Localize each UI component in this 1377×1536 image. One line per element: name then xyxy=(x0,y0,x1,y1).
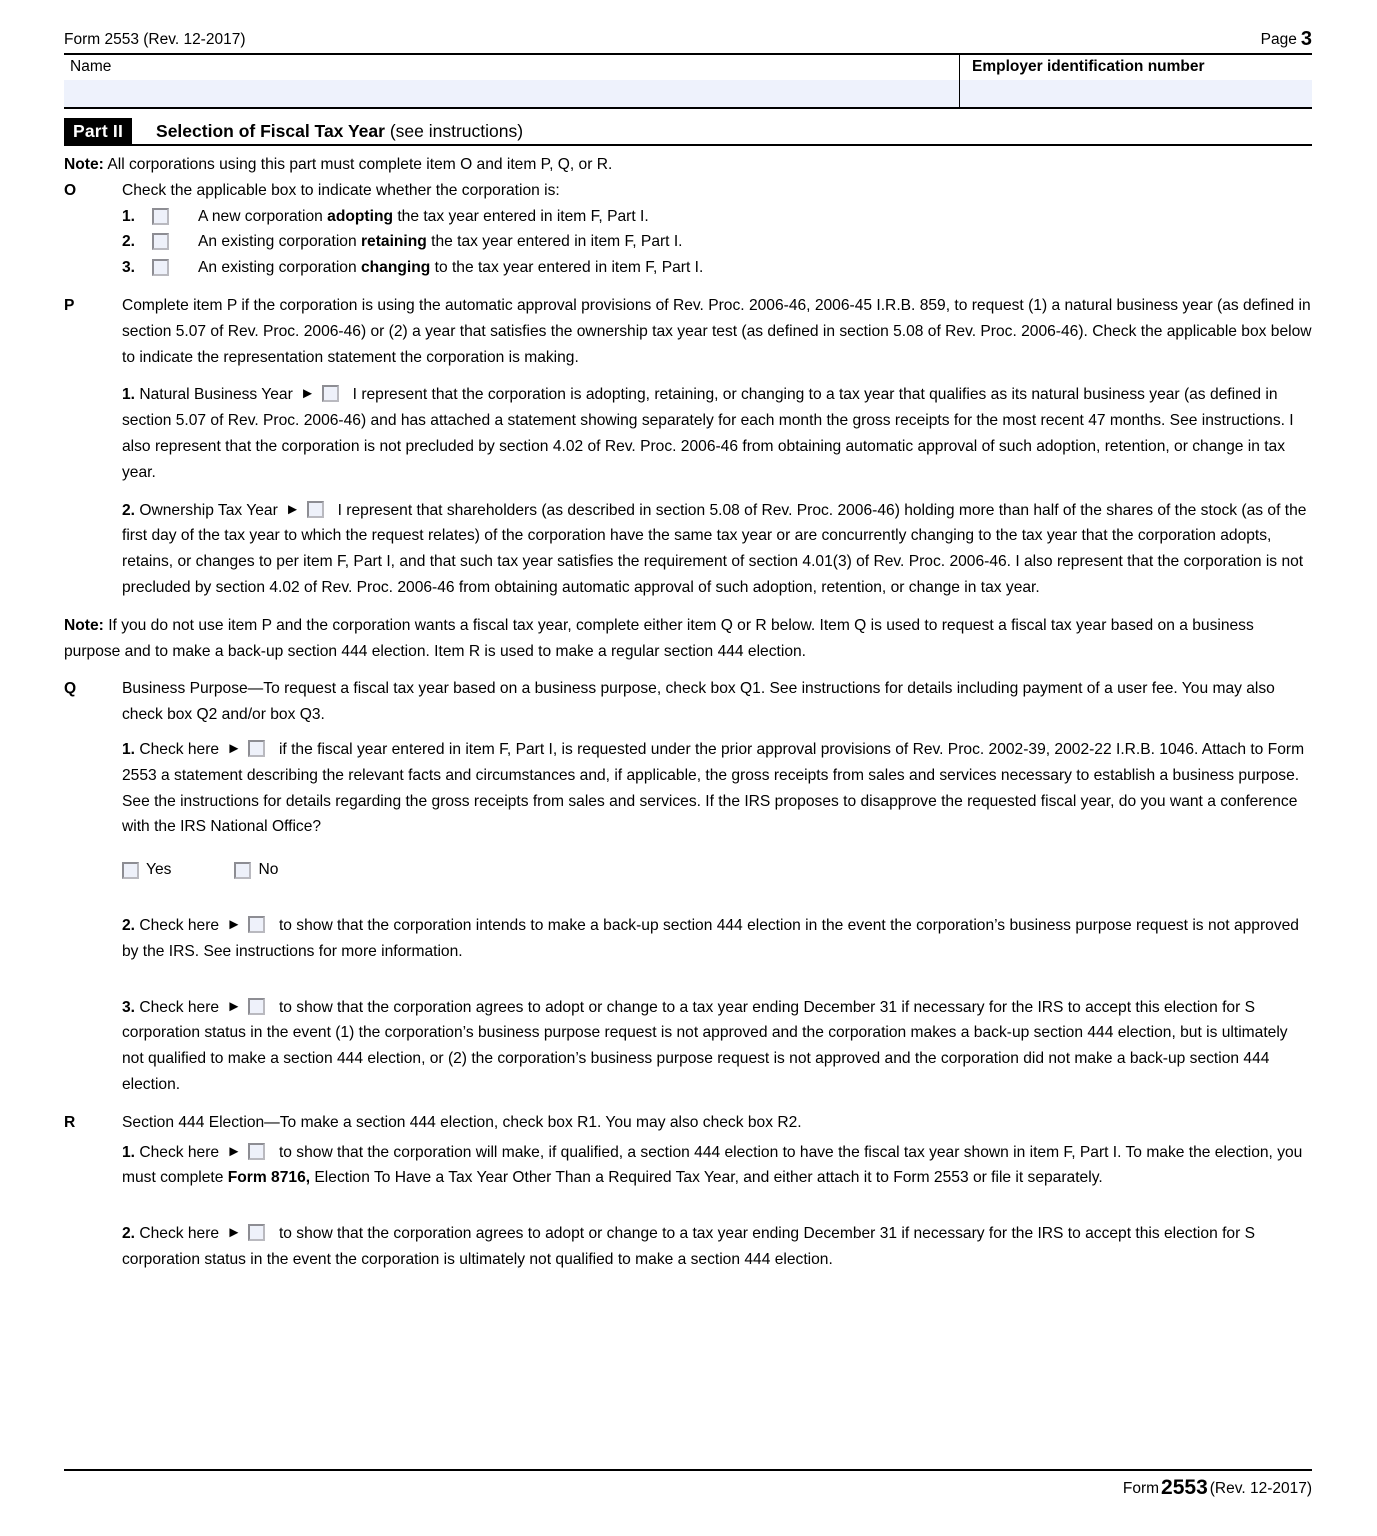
page-number: 3 xyxy=(1300,28,1312,50)
form-body xyxy=(64,146,1312,1273)
q2-number: 2. xyxy=(122,916,136,934)
checkbox-no[interactable] xyxy=(234,862,251,879)
checkbox-o1-wrap[interactable] xyxy=(152,204,198,225)
note-2-text: If you do not use item P and the corporation wants a fiscal tax year, complete either item Q or R below. Item Q is used to request a fiscal tax year based on a business purpose and to make a back-up section 444 election. Item R is used to make a regular section 444 election. xyxy=(64,616,1254,660)
conference-yes[interactable] xyxy=(122,857,171,883)
part-ii-header xyxy=(64,118,1312,146)
page-label: Page xyxy=(1260,31,1297,48)
r2-text: to show that the corporation agrees to adopt or change to a tax year ending December 31 if necessary for the IRS to accept this election for S corporation status in the event the corporation is ultimately not qualified to make a section 444 election. xyxy=(122,1225,1256,1268)
option-number: 3. xyxy=(122,259,136,277)
item-p xyxy=(64,281,1312,370)
name-field-cell[interactable] xyxy=(64,55,960,107)
checkbox-o1[interactable] xyxy=(152,208,169,225)
ein-label: Employer identification number xyxy=(972,58,1205,75)
footer-number: 2553 xyxy=(1161,1476,1208,1499)
q1-number: 1. xyxy=(122,740,136,758)
q1-text: if the fiscal year entered in item F, Part I, is requested under the prior approval provisions of Rev. Proc. 2002-39, 2002-22 I.R.B. 1046. Attach to Form 2553 a statement describing the relevant facts and circumstances and, if applicable, the gross receipts from sales and services necessary to establish a business purpose. See the instructions for details regarding the gross receipts from sales and services. If the IRS proposes to disapprove the requested fiscal year, do you want a conference with the IRS National Office? xyxy=(122,740,1305,836)
page-indicator xyxy=(1261,30,1312,49)
checkbox-o2-wrap[interactable] xyxy=(152,229,198,250)
arrow-icon: ► xyxy=(226,1224,242,1242)
item-o-letter: O xyxy=(64,181,77,199)
form-8716-reference: Form 8716, xyxy=(227,1169,311,1187)
part-title-note: (see instructions) xyxy=(389,121,524,141)
option-emphasis: retaining xyxy=(360,233,427,251)
yes-label: Yes xyxy=(146,861,172,879)
item-q-option-3 xyxy=(64,965,1312,1098)
q2-lead: Check here xyxy=(135,916,224,934)
note-1-text: All corporations using this part must complete item O and item P, Q, or R. xyxy=(103,156,613,173)
footer-prefix: Form xyxy=(1122,1480,1160,1497)
r1-lead: Check here xyxy=(135,1143,224,1161)
r2-number: 2. xyxy=(122,1225,136,1243)
part-tag: Part II xyxy=(64,118,132,144)
footer-suffix: (Rev. 12-2017) xyxy=(1209,1480,1312,1497)
item-r-option-1 xyxy=(64,1136,1312,1192)
item-o-intro: Check the applicable box to indicate whether the corporation is: xyxy=(122,181,560,199)
checkbox-q2[interactable] xyxy=(248,916,265,933)
option-text: An existing corporation retaining the tax year entered in item F, Part I. xyxy=(198,233,683,251)
page-footer xyxy=(64,1469,1312,1500)
footer-form-id xyxy=(64,1471,1312,1500)
q3-lead: Check here xyxy=(135,998,224,1016)
checkbox-r1[interactable] xyxy=(248,1143,265,1160)
ein-field-cell[interactable] xyxy=(960,55,1312,107)
note-1-label: Note: xyxy=(64,156,104,173)
item-r-letter: R xyxy=(64,1113,76,1131)
arrow-icon: ► xyxy=(226,739,242,757)
q1-lead: Check here xyxy=(135,740,224,758)
q2-text: to show that the corporation intends to make a back-up section 444 election in the event the corporation’s business purpose request is not approved by the IRS. See instructions for more information. xyxy=(122,916,1299,960)
item-p-option-2 xyxy=(64,486,1312,601)
p1-text: I represent that the corporation is adopting, retaining, or changing to a tax year that qualifies as its natural business year (as defined in section 5.07 of Rev. Proc. 2006-46) and has attached a statement showing separately for each month the gross receipts for the most recent 47 months. See instructions. I also represent that the corporation is not precluded by section 4.02 of Rev. Proc. 2006-46 from obtaining automatic approval of such adoption, retention, or change in tax year. xyxy=(122,386,1294,481)
option-text: An existing corporation changing to the tax year entered in item F, Part I. xyxy=(198,259,704,277)
part-title-main: Selection of Fiscal Tax Year xyxy=(156,121,385,141)
option-emphasis: changing xyxy=(360,259,431,277)
checkbox-o3[interactable] xyxy=(152,259,169,276)
no-label: No xyxy=(258,861,279,879)
p2-text: I represent that shareholders (as described in section 5.08 of Rev. Proc. 2006-46) holding more than half of the shares of the stock (as of the first day of the tax year to which the request relates) of the corporation have the same tax year or are concurrently changing to the tax year that the corporation adopts, retains, or changes to per item F, Part I, and that such tax year satisfies the requirement of section 4.01(3) of Rev. Proc. 2006-46. I also represent that the corporation is not precluded by section 4.02 of Rev. Proc. 2006-46 from obtaining automatic approval of such adoption, retention, or change in tax year. xyxy=(122,501,1307,596)
item-p-option-1 xyxy=(64,370,1312,485)
p1-number: 1. xyxy=(122,386,136,404)
form-sheet xyxy=(64,30,1312,1273)
r2-lead: Check here xyxy=(135,1225,224,1243)
item-q xyxy=(64,664,1312,728)
conference-no[interactable] xyxy=(234,857,278,883)
form-identifier: Form 2553 (Rev. 12-2017) xyxy=(64,31,246,48)
q3-text: to show that the corporation agrees to adopt or change to a tax year ending December 31 if necessary for the IRS to accept this election for S corporation status in the event (1) the corporation’s business purpose request is not approved and the corporation makes a back-up section 444 election, but is ultimately not qualified to make a section 444 election, or (2) the corporation’s business purpose request is not approved and the corporation did not make a back-up section 444 election. xyxy=(122,998,1288,1093)
arrow-icon: ► xyxy=(226,1142,242,1160)
checkbox-o3-wrap[interactable] xyxy=(152,255,198,276)
arrow-icon: ► xyxy=(226,997,242,1015)
option-number: 2. xyxy=(122,233,136,251)
checkbox-q1[interactable] xyxy=(248,740,265,757)
item-q-letter: Q xyxy=(64,680,77,698)
q3-number: 3. xyxy=(122,998,136,1016)
checkbox-o2[interactable] xyxy=(152,233,169,250)
item-o-options xyxy=(64,204,1312,281)
p2-number: 2. xyxy=(122,501,136,519)
item-q-intro: Business Purpose—To request a fiscal tax year based on a business purpose, check box Q1. See instructions for details including payment of a user fee. You may also check box Q2 and/or box Q3. xyxy=(122,680,1275,724)
checkbox-q3[interactable] xyxy=(248,998,265,1015)
item-q-option-1 xyxy=(64,728,1312,840)
item-o-option-3 xyxy=(64,255,1312,281)
r1-text-b: Election To Have a Tax Year Other Than a Required Tax Year, and either attach it to Form 2553 or file it separately. xyxy=(310,1169,1103,1187)
option-number: 1. xyxy=(122,207,136,225)
item-p-intro: Complete item P if the corporation is using the automatic approval provisions of Rev. Proc. 2006-46, 2006-45 I.R.B. 859, to request (1) a natural business year (as defined in section 5.07 of Rev. Proc. 2006-46) or (2) a year that satisfies the ownership tax year test (as defined in section 5.08 of Rev. Proc. 2006-46). Check the applicable box below to indicate the representation statement the corporation is making. xyxy=(122,296,1312,366)
ein-input[interactable] xyxy=(960,80,1312,107)
checkbox-p2[interactable] xyxy=(307,501,324,518)
part-title xyxy=(132,118,523,144)
item-o-option-1 xyxy=(64,204,1312,230)
item-p-letter: P xyxy=(64,296,75,314)
page-header xyxy=(64,30,1312,53)
arrow-icon: ► xyxy=(300,385,315,403)
item-r-option-2 xyxy=(64,1191,1312,1273)
note-2 xyxy=(64,601,1312,665)
option-text: A new corporation adopting the tax year entered in item F, Part I. xyxy=(198,207,649,225)
name-label: Name xyxy=(70,58,112,75)
name-input[interactable] xyxy=(64,80,959,107)
checkbox-yes[interactable] xyxy=(122,862,139,879)
item-o-option-2 xyxy=(64,229,1312,255)
p1-title: Natural Business Year xyxy=(135,386,298,404)
identification-block xyxy=(64,53,1312,109)
option-emphasis: adopting xyxy=(327,207,393,225)
r1-text-a: to show that the corporation will make, if qualified, a section 444 election to have the fiscal tax year shown in item F, Part I. To make the election, you must complete xyxy=(122,1143,1303,1187)
checkbox-p1[interactable] xyxy=(322,385,339,402)
checkbox-r2[interactable] xyxy=(248,1224,265,1241)
r1-number: 1. xyxy=(122,1143,136,1161)
arrow-icon: ► xyxy=(226,915,242,933)
note-1 xyxy=(64,146,1312,178)
item-r xyxy=(64,1098,1312,1136)
note-2-label: Note: xyxy=(64,616,104,634)
p2-title: Ownership Tax Year xyxy=(135,501,283,519)
item-r-intro: Section 444 Election—To make a section 444 election, check box R1. You may also check box R2. xyxy=(122,1113,802,1131)
conference-choice xyxy=(64,840,1312,883)
item-q-option-2 xyxy=(64,883,1312,965)
item-o xyxy=(64,178,1312,204)
arrow-icon: ► xyxy=(285,500,300,518)
